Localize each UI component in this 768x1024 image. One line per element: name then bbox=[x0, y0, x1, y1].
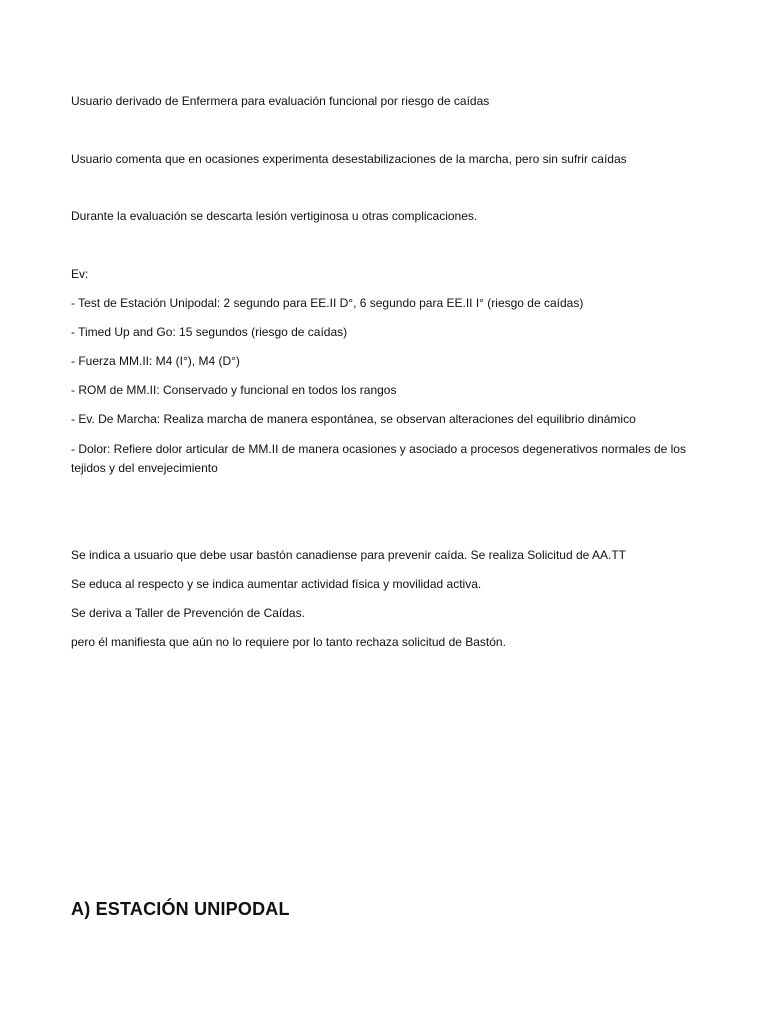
plan-rechazo: pero él manifiesta que aún no lo requiere por lo tanto rechaza solicitud de Bastón. bbox=[71, 635, 506, 649]
ev-item-unipodal: - Test de Estación Unipodal: 2 segundo para EE.II D°, 6 segundo para EE.II I° (riesgo de caídas) bbox=[71, 296, 584, 310]
ev-label: Ev: bbox=[71, 267, 89, 281]
ev-item-rom: - ROM de MM.II: Conservado y funcional en todos los rangos bbox=[71, 383, 397, 397]
intro-referral: Usuario derivado de Enfermera para evaluación funcional por riesgo de caídas bbox=[71, 94, 490, 108]
plan-baston: Se indica a usuario que debe usar bastón canadiense para prevenir caída. Se realiza Solicitud de AA.TT bbox=[71, 548, 627, 562]
intro-evaluation-note: Durante la evaluación se descarta lesión vertiginosa u otras complicaciones. bbox=[71, 209, 478, 223]
ev-item-fuerza: - Fuerza MM.II: M4 (I°), M4 (D°) bbox=[71, 354, 240, 368]
ev-item-dolor: - Dolor: Refiere dolor articular de MM.II de manera ocasiones y asociado a procesos degenerativos normales de los tejidos y del envejecimiento bbox=[71, 442, 686, 475]
ev-item-timed-up-go: - Timed Up and Go: 15 segundos (riesgo de caídas) bbox=[71, 325, 348, 339]
section-heading: A) ESTACIÓN UNIPODAL bbox=[71, 899, 290, 919]
ev-item-marcha: - Ev. De Marcha: Realiza marcha de manera espontánea, se observan alteraciones del equilibrio dinámico bbox=[71, 412, 636, 426]
plan-educacion: Se educa al respecto y se indica aumentar actividad física y movilidad activa. bbox=[71, 577, 482, 591]
intro-user-comment: Usuario comenta que en ocasiones experimenta desestabilizaciones de la marcha, pero sin sufrir caídas bbox=[71, 152, 627, 166]
plan-taller: Se deriva a Taller de Prevención de Caídas. bbox=[71, 606, 305, 620]
